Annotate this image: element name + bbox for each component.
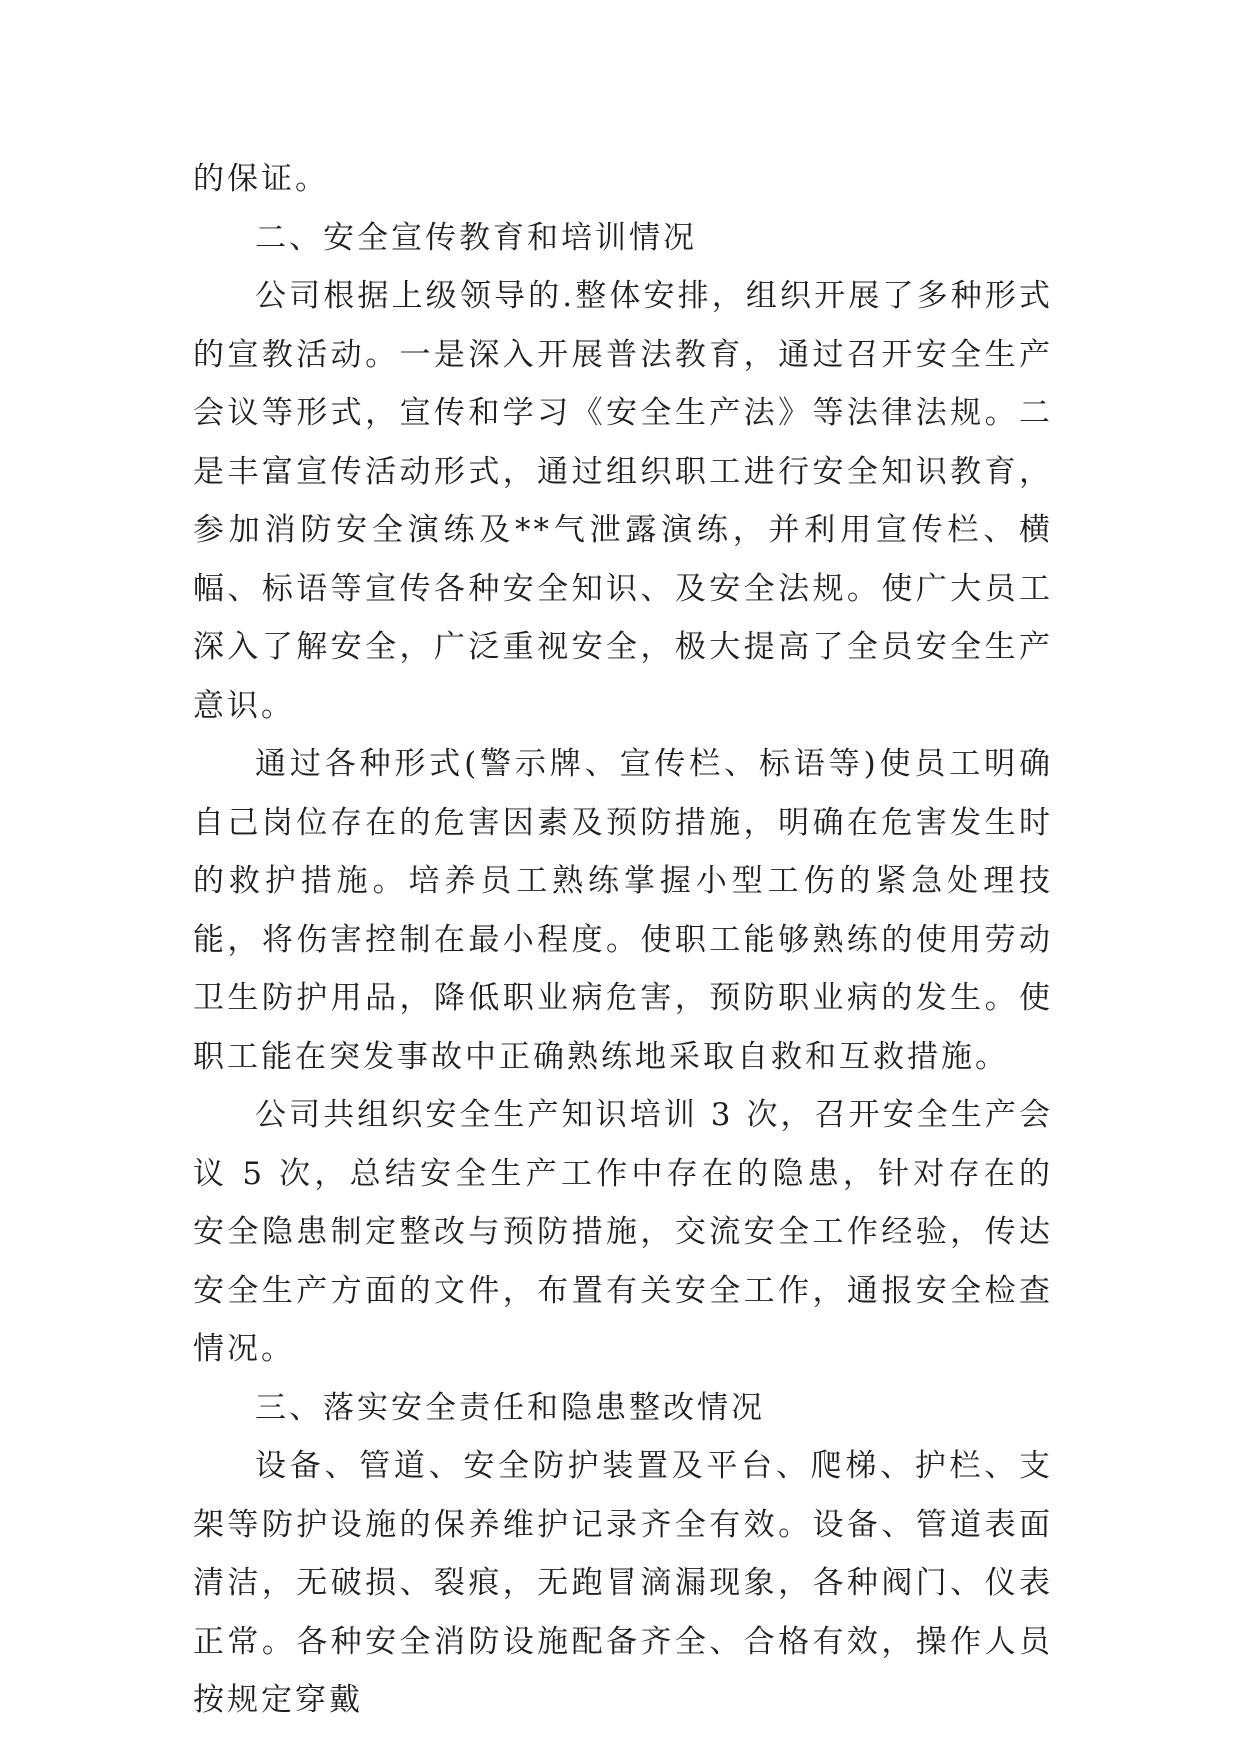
- paragraph-equipment-maintenance: 设备、管道、安全防护装置及平台、爬梯、护栏、支架等防护设施的保养维护记录齐全有效。设备、管道表面清洁，无破损、裂痕，无跑冒滴漏现象，各种阀门、仪表正常。各种安全消防设施配备齐全、合格有效，操作人员按规定穿戴: [193, 1448, 1053, 1718]
- paragraph-hazard-awareness: 通过各种形式(警示牌、宣传栏、标语等)使员工明确自己岗位存在的危害因素及预防措施，明确在危害发生时的救护措施。培养员工熟练掌握小型工伤的紧急处理技能，将伤害控制在最小程度。使职工能够熟练的使用劳动卫生防护用品，降低职业病危害，预防职业病的发生。使职工能在突发事故中正确熟练地采取自救和互救措施。: [193, 746, 1053, 1075]
- section-heading-2: 二、安全宣传教育和培训情况: [255, 219, 697, 256]
- paragraph-training-meetings: 公司共组织安全生产知识培训 3 次，召开安全生产会议 5 次，总结安全生产工作中存在的隐患，针对存在的安全隐患制定整改与预防措施，交流安全工作经验，传达安全生产方面的文件，布置有关安全工作，通报安全检查情况。: [193, 1097, 1053, 1367]
- document-body: [193, 150, 1053, 1730]
- paragraph-continuation: 的保证。: [193, 161, 329, 197]
- paragraph-publicity-activities: 公司根据上级领导的.整体安排，组织开展了多种形式的宣教活动。一是深入开展普法教育，通过召开安全生产会议等形式，宣传和学习《安全生产法》等法律法规。二是丰富宣传活动形式，通过组织职工进行安全知识教育，参加消防安全演练及**气泄露演练，并利用宣传栏、横幅、标语等宣传各种安全知识、及安全法规。使广大员工深入了解安全，广泛重视安全，极大提高了全员安全生产意识。: [193, 278, 1053, 724]
- section-heading-3: 三、落实安全责任和隐患整改情况: [255, 1389, 765, 1426]
